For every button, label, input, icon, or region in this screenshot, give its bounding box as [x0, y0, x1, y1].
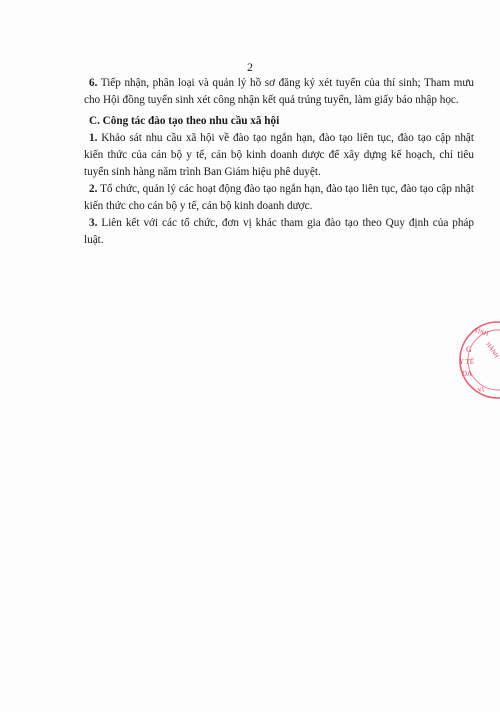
section-c-item-2: [84, 181, 474, 215]
item-text: Liên kết với các tổ chức, đơn vị khác tham gia đào tạo theo Quy định của pháp luật.: [84, 217, 474, 246]
page-number: 2: [247, 60, 253, 74]
svg-text:TỈNH: TỈNH: [473, 328, 489, 338]
svg-text:VỊ: VỊ: [477, 386, 485, 394]
item-text: Tiếp nhận, phân loại và quản lý hồ sơ đăng ký xét tuyển của thí sinh; Tham mưu cho Hội đồng tuyển sinh xét công nhận kết quả trúng tuyển, làm giấy báo nhập học.: [84, 77, 474, 106]
document-body: [84, 75, 474, 249]
paragraph-item-6: [84, 75, 474, 109]
item-text: Tổ chức, quản lý các hoạt động đào tạo ngắn hạn, đào tạo liên tục, đào tạo cập nhật kiến thức cho cán bộ y tế, cán bộ kinh doanh dược.: [84, 183, 474, 212]
item-text: Khảo sát nhu cầu xã hội về đào tạo ngắn hạn, đào tạo liên tục, đào tạo cập nhật kiến thức của cán bộ y tế, cán bộ kinh doanh dược để xây dựng kế hoạch, chỉ tiêu tuyển sinh hàng năm trình Ban Giám hiệu phê duyệt.: [84, 132, 474, 178]
item-number: 1.: [89, 132, 98, 144]
item-number: 6.: [89, 77, 98, 89]
svg-text:HÀNH: HÀNH: [484, 341, 500, 360]
item-number: 2.: [89, 183, 98, 195]
svg-text:ĐA: ĐA: [462, 370, 473, 378]
section-c-heading: C. Công tác đào tạo theo nhu cầu xã hội: [89, 115, 280, 127]
item-number: 3.: [89, 217, 98, 229]
section-c-item-1: [84, 130, 474, 181]
official-seal-stamp: [456, 318, 500, 402]
section-c-item-3: [84, 215, 474, 249]
svg-text:Y TẾ: Y TẾ: [459, 358, 474, 366]
svg-text:G: G: [466, 345, 472, 354]
